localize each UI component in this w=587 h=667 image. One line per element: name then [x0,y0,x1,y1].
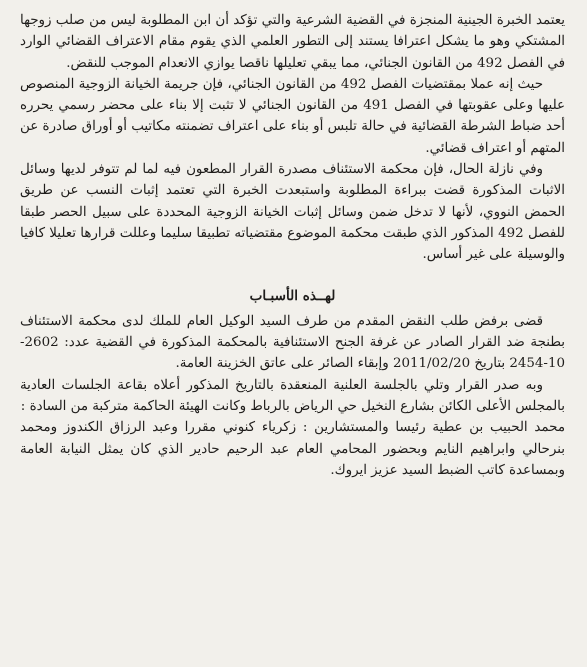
paragraph-session-details: وبه صدر القرار وتلي بالجلسة العلنية المنعقدة بالتاريخ المذكور أعلاه بقاعة الجلسات العادية بالمجلس الأعلى الكائن بشارع النخيل حي الرياض بالرباط وكانت الهيئة الحاكمة متركبة من السادة : [20,377,565,415]
paragraph-verdict: قضى برفض طلب النقض المقدم من طرف السيد الوكيل العام للملك لدى محكمة الاستئناف بطنجة ضد القرار الصادر عن غرفة الجنح الاستئنافية بالمحكمة المذكورة في القضية عدد: 2602-10-2454 بتاريخ 2011/02/20 وإبقاء الصائر على عاتق الخزينة العامة. [20,313,565,372]
paragraph-panel-members: محمد الحبيب بن عطية رئيسا والمستشارين : زكرياء كنوني مقررا وعبد الرزاق الكندوز ومحمد بنرحالي وابراهيم النايم وبحضور المحامي العام عبد الرحيم حادير الذي كان يمثل النيابة العامة وبمساعدة كاتب الضبط السيد عزيز ايروك. [20,420,565,478]
section-heading-reasons: لهــذه الأسبـاب [249,287,336,304]
paragraph-article-492-rule: حيث إنه عملا بمقتضيات الفصل 492 من القانون الجنائي، فإن جريمة الخيانة الزوجية المنصوص عليها وعلى عقوبتها في الفصل 491 من القانون الجنائي لا تثبت إلا بناء على محضر رسمي يحرره أحد ضباط الشرطة القضائية في حالة تلبس أو بناء على اعتراف تضمنته مكاتيب أو أوراق صادرة عن المتهم أو اعتراف قضائي. [20,76,565,156]
paragraph-case-application: وفي نازلة الحال، فإن محكمة الاستئناف مصدرة القرار المطعون فيه لما لم تتوفر لديها وسائل الاثبات المذكورة قضت ببراءة المطلوبة واستبعدت الخبرة التي تعتمد إثبات النسب عن طريق الحمض النووي، لأنها لا تدخل ضمن وسائل إثبات الخيانة الزوجية المحددة على سبيل الحصر طبقا للفصل 492 المذكور الذي طبقت محكمة الموضوع مقتضياته تطبيقا سليما وعللت قرارها تعليلا كافيا والوسيلة على غير أساس. [20,162,565,263]
paragraph-dna-evidence-argument: يعتمد الخبرة الجينية المنجزة في القضية الشرعية والتي تؤكد أن ابن المطلوبة ليس من صلب زوجها المشتكي وهو ما يشكل اعترافا يستند إلى التطور العلمي الذي يقوم مقام الاعتراف القضائي الوارد في الفصل 492 من القانون الجنائي، مما يبقي تعليلها ناقصا يوازي الانعدام الموجب للنقض. [20,13,565,71]
